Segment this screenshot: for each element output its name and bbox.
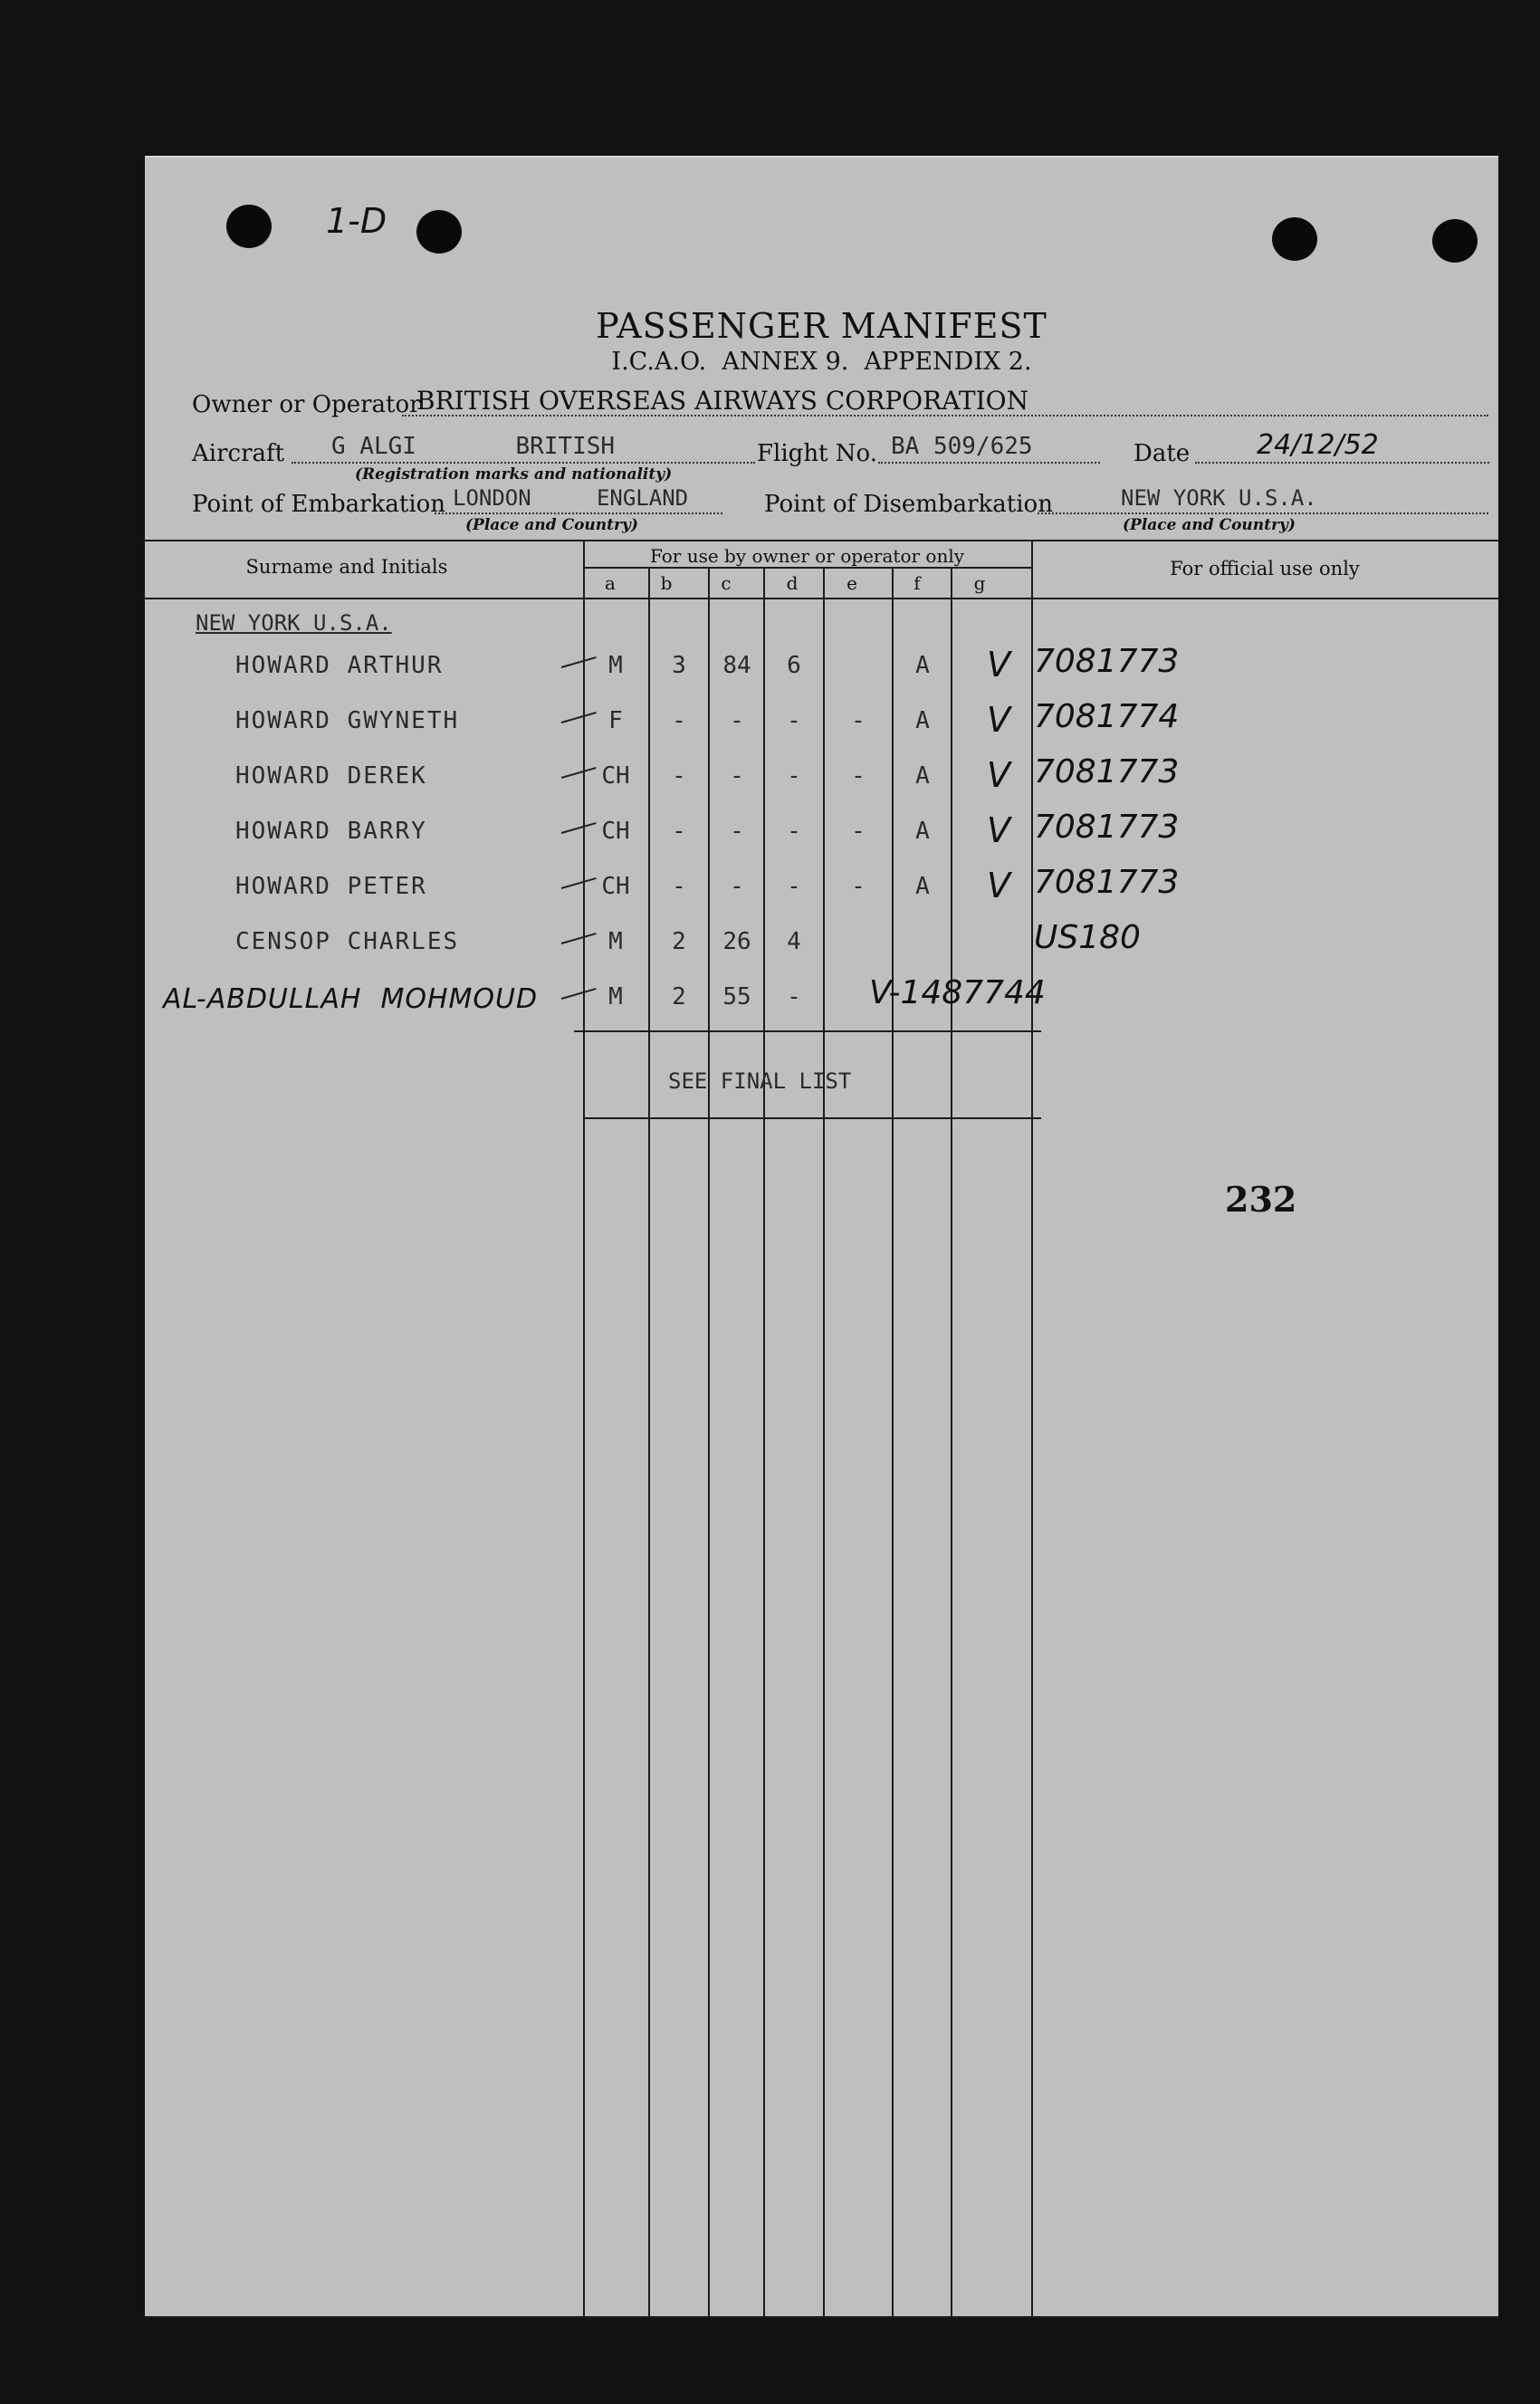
- corner-mark: 1-D: [326, 201, 387, 241]
- official-mark: V-1487744: [869, 974, 1046, 1011]
- cell-d: -: [787, 873, 801, 900]
- col-official-header: For official use only: [1170, 558, 1360, 579]
- cell-b: -: [672, 873, 686, 900]
- header-bottom-rule: [145, 598, 1498, 599]
- cell-c: -: [730, 818, 744, 845]
- cell-a: F: [608, 707, 623, 734]
- date-label: Date: [1133, 440, 1191, 467]
- cell-e: -: [851, 818, 866, 845]
- cell-c: 26: [722, 928, 751, 955]
- owner-label: Owner or Operator: [192, 391, 421, 418]
- cell-g: V: [987, 755, 1010, 795]
- col-d-header: d: [786, 572, 799, 594]
- col-c-header: c: [721, 572, 732, 594]
- cell-f: A: [915, 707, 930, 734]
- col-g-header: g: [973, 572, 986, 594]
- cell-f: A: [915, 873, 930, 900]
- official-mark: 7081773: [1034, 753, 1180, 790]
- cell-f: A: [915, 818, 930, 845]
- aircraft-value: G ALGI BRITISH: [331, 433, 616, 460]
- flight-label: Flight No.: [757, 440, 877, 467]
- cell-c: -: [730, 707, 744, 734]
- cell-e: -: [851, 873, 866, 900]
- cell-d: -: [787, 762, 801, 790]
- date-line: [1195, 462, 1489, 464]
- cell-d: 4: [787, 928, 801, 955]
- form-title: PASSENGER MANIFEST: [596, 306, 1047, 346]
- col-rule: [951, 567, 952, 2318]
- official-mark: 7081774: [1034, 698, 1180, 735]
- cell-b: 2: [672, 928, 686, 955]
- passenger-name: CENSOP CHARLES: [235, 928, 460, 955]
- passenger-name: HOWARD GWYNETH: [235, 707, 460, 734]
- punch-hole: [226, 205, 272, 248]
- official-mark: 7081773: [1034, 643, 1180, 680]
- col-owner-use-header: For use by owner or operator only: [649, 545, 965, 567]
- punch-hole: [416, 210, 462, 254]
- date-value: 24/12/52: [1257, 429, 1379, 461]
- official-mark: 7081773: [1034, 809, 1180, 846]
- owner-value: BRITISH OVERSEAS AIRWAYS CORPORATION: [416, 386, 1029, 416]
- manifest-sheet: [145, 156, 1498, 2318]
- section-heading: NEW YORK U.S.A.: [196, 610, 392, 636]
- disembark-note: (Place and Country): [1123, 516, 1296, 534]
- cell-a: CH: [601, 818, 630, 845]
- col-a-header: a: [605, 572, 616, 594]
- cell-c: -: [730, 873, 744, 900]
- cell-g: V: [987, 700, 1010, 740]
- col-rule: [892, 567, 894, 2318]
- cell-a: M: [608, 983, 623, 1010]
- cell-d: -: [787, 707, 801, 734]
- bottom-rule: [145, 2316, 1498, 2318]
- cell-a: M: [608, 928, 623, 955]
- subheader-rule: [583, 567, 1031, 569]
- owner-line: [402, 415, 1488, 417]
- cell-f: A: [915, 652, 930, 679]
- aircraft-line: [292, 462, 755, 464]
- embark-value: LONDON ENGLAND: [453, 485, 689, 511]
- disembark-line: [1038, 512, 1488, 514]
- col-rule: [763, 567, 765, 2318]
- col-b-header: b: [660, 572, 673, 594]
- cell-g: V: [987, 645, 1010, 685]
- rows-end-rule: [574, 1030, 1041, 1032]
- cell-g: V: [987, 810, 1010, 850]
- disembark-label: Point of Disembarkation: [764, 491, 1053, 518]
- col-rule: [583, 540, 585, 2318]
- cell-a: CH: [601, 873, 630, 900]
- cell-f: A: [915, 762, 930, 790]
- cell-d: -: [787, 818, 801, 845]
- footer-note: SEE FINAL LIST: [668, 1068, 852, 1094]
- flight-line: [878, 462, 1100, 464]
- col-rule: [823, 567, 825, 2318]
- disembark-value: NEW YORK U.S.A.: [1121, 485, 1317, 511]
- embark-line: [435, 512, 722, 514]
- cell-c: 84: [722, 652, 751, 679]
- cell-e: -: [851, 707, 866, 734]
- flight-value: BA 509/625: [891, 433, 1033, 460]
- footer-rule: [583, 1117, 1041, 1119]
- col-f-header: f: [913, 572, 921, 594]
- cell-d: 6: [787, 652, 801, 679]
- cell-b: -: [672, 818, 686, 845]
- passenger-name: HOWARD DEREK: [235, 762, 427, 790]
- cell-b: -: [672, 762, 686, 790]
- embark-label: Point of Embarkation: [192, 491, 446, 518]
- cell-e: -: [851, 762, 866, 790]
- passenger-name: HOWARD PETER: [235, 873, 427, 900]
- col-rule: [708, 567, 710, 2318]
- punch-hole: [1432, 219, 1478, 263]
- cell-b: -: [672, 707, 686, 734]
- embark-note: (Place and Country): [465, 516, 638, 534]
- col-rule: [648, 567, 650, 2318]
- cell-c: 55: [722, 983, 751, 1010]
- page-number: 232: [1225, 1179, 1297, 1220]
- aircraft-label: Aircraft: [192, 440, 285, 467]
- col-surname-header: Surname and Initials: [245, 556, 448, 578]
- passenger-name: HOWARD BARRY: [235, 818, 427, 845]
- aircraft-note: (Registration marks and nationality): [355, 465, 673, 484]
- cell-b: 3: [672, 652, 686, 679]
- official-mark: 7081773: [1034, 864, 1180, 901]
- cell-d: -: [787, 983, 801, 1010]
- form-subtitle: I.C.A.O. ANNEX 9. APPENDIX 2.: [611, 348, 1032, 376]
- table-top-rule: [145, 540, 1498, 541]
- cell-b: 2: [672, 983, 686, 1010]
- cell-g: V: [987, 866, 1010, 905]
- passenger-name: AL-ABDULLAH MOHMOUD: [163, 983, 539, 1015]
- punch-hole: [1272, 217, 1317, 261]
- cell-a: M: [608, 652, 623, 679]
- col-e-header: e: [847, 572, 857, 594]
- cell-a: CH: [601, 762, 630, 790]
- col-rule: [1031, 540, 1033, 2318]
- passenger-name: HOWARD ARTHUR: [235, 652, 444, 679]
- official-mark: US180: [1034, 919, 1141, 956]
- cell-c: -: [730, 762, 744, 790]
